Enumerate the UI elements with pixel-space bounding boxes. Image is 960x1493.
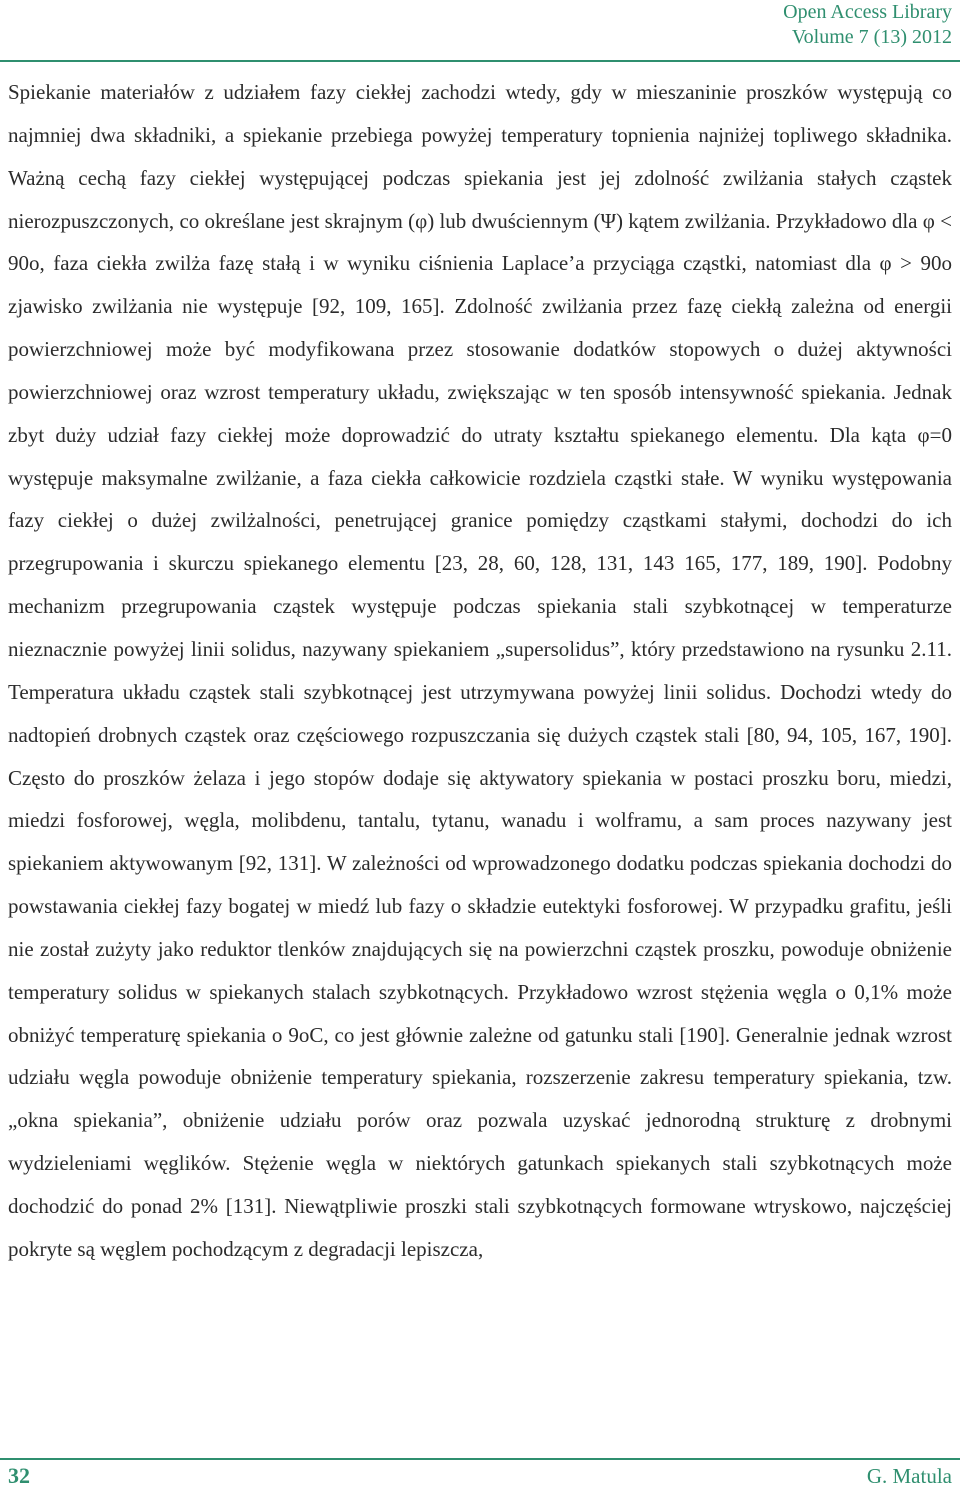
footer-divider bbox=[0, 1458, 960, 1460]
running-header bbox=[783, 0, 952, 50]
body-paragraph: Spiekanie materiałów z udziałem fazy ciekłej zachodzi wtedy, gdy w mieszaninie proszków występują co najmniej dwa składniki, a spiekanie przebiega powyżej temperatury topnienia najniżej topliwego składnika. Ważną cechą fazy ciekłej występującej podczas spiekania jest jej zdolność zwilżania stałych cząstek nierozpuszczonych, co określane jest skrajnym (φ) lub dwuściennym (Ψ) kątem zwilżania. Przykładowo dla φ < 90o, faza ciekła zwilża fazę stałą i w wyniku ciśnienia Laplace’a przyciąga cząstki, natomiast dla φ > 90o zjawisko zwilżania nie występuje [92, 109, 165]. Zdolność zwilżania przez fazę ciekłą zależna od energii powierzchniowej może być modyfikowana przez stosowanie dodatków stopowych o dużej aktywności powierzchniowej oraz wzrost temperatury układu, zwiększając w ten sposób intensywność spiekania. Jednak zbyt duży udział fazy ciekłej może doprowadzić do utraty kształtu spiekanego elementu. Dla kąta φ=0 występuje maksymalne zwilżanie, a faza ciekła całkowicie rozdziela cząstki stałe. W wyniku występowania fazy ciekłej o dużej zwilżalności, penetrującej granice pomiędzy cząstkami stałymi, dochodzi do ich przegrupowania i skurczu spiekanego elementu [23, 28, 60, 128, 131, 143 165, 177, 189, 190]. Podobny mechanizm przegrupowania cząstek występuje podczas spiekania stali szybkotnącej w temperaturze nieznacznie powyżej linii solidus, nazywany spiekaniem „supersolidus”, który przedstawiono na rysunku 2.11. Temperatura układu cząstek stali szybkotnącej jest utrzymywana powyżej linii solidus. Dochodzi wtedy do nadtopień drobnych cząstek oraz częściowego rozpuszczania się dużych cząstek stali [80, 94, 105, 167, 190]. Często do proszków żelaza i jego stopów dodaje się aktywatory spiekania w postaci proszku boru, miedzi, miedzi fosforowej, węgla, molibdenu, tantalu, tytanu, wanadu i wolframu, a sam proces nazywany jest spiekaniem aktywowanym [92, 131]. W zależności od wprowadzonego dodatku podczas spiekania dochodzi do powstawania ciekłej fazy bogatej w miedź lub fazy o składzie eutektyki fosforowej. W przypadku grafitu, jeśli nie został zużyty jako reduktor tlenków znajdujących się na powierzchni cząstek proszku, powoduje obniżenie temperatury solidus w spiekanych stalach szybkotnących. Przykładowo wzrost stężenia węgla o 0,1% może obniżyć temperaturę spiekania o 9oC, co jest głównie zależne od gatunku stali [190]. Generalnie jednak wzrost udziału węgla powoduje obniżenie temperatury spiekania, rozszerzenie zakresu temperatury spiekania, tzw. „okna spiekania”, obniżenie udziału porów oraz pozwala uzyskać jednorodną strukturę z drobnymi wydzieleniami węglików. Stężenie węgla w niektórych gatunkach spiekanych stali szybkotnących może dochodzić do ponad 2% [131]. Niewątpliwie proszki stali szybkotnących formowane wtryskowo, najczęściej pokryte są węglem pochodzącym z degradacji lepiszcza, bbox=[8, 80, 952, 1261]
journal-volume: Volume 7 (13) 2012 bbox=[791, 26, 952, 48]
journal-name: Open Access Library bbox=[783, 1, 952, 23]
header-divider bbox=[0, 60, 960, 62]
page-number: 32 bbox=[8, 1463, 30, 1488]
author-name: G. Matula bbox=[866, 1464, 952, 1488]
